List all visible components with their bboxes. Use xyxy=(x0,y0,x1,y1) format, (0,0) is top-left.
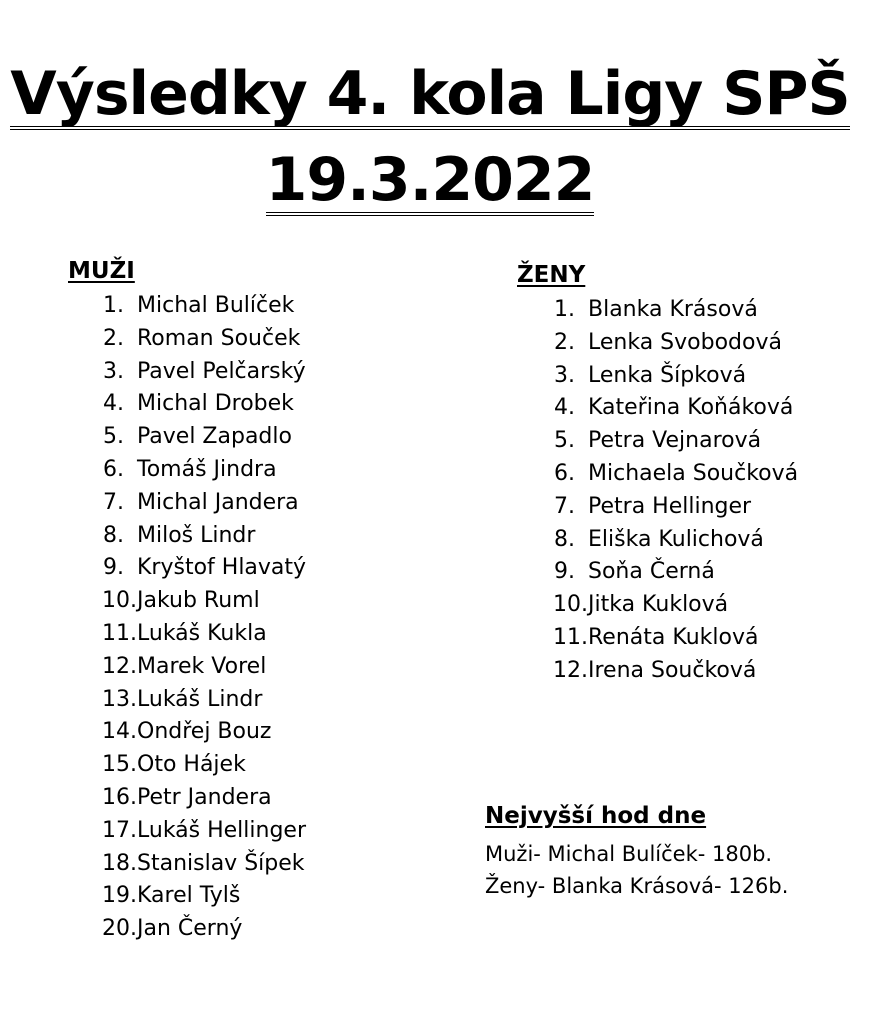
result-name: Jakub Ruml xyxy=(137,588,260,614)
result-rank: 20. xyxy=(102,916,137,942)
result-name: Irena Součková xyxy=(588,657,757,683)
result-name: Tomáš Jindra xyxy=(137,456,277,482)
result-row xyxy=(98,749,306,782)
result-rank: 19. xyxy=(102,883,137,909)
top-throw-women: Ženy- Blanka Krásová- 126b. xyxy=(485,874,789,898)
result-rank: 2. xyxy=(103,325,124,351)
result-name: Miloš Lindr xyxy=(137,522,256,548)
result-rank: 6. xyxy=(554,460,575,486)
result-row xyxy=(549,425,798,458)
result-name: Pavel Pelčarský xyxy=(137,358,306,384)
result-row xyxy=(549,392,798,425)
result-name: Michal Bulíček xyxy=(137,293,295,318)
result-rank: 8. xyxy=(554,526,575,552)
result-row xyxy=(549,294,798,327)
result-row xyxy=(98,454,306,487)
result-rank: 18. xyxy=(102,850,137,876)
result-rank: 9. xyxy=(554,559,575,585)
result-row xyxy=(98,848,306,881)
women-results-list xyxy=(549,294,798,688)
result-name: Pavel Zapadlo xyxy=(137,424,292,450)
result-row xyxy=(98,388,306,421)
result-rank: 1. xyxy=(103,293,124,318)
result-rank: 5. xyxy=(554,428,575,454)
result-row xyxy=(549,622,798,655)
result-name: Eliška Kulichová xyxy=(588,526,764,552)
result-row xyxy=(98,356,306,389)
result-name: Karel Tylš xyxy=(137,883,241,909)
result-row xyxy=(98,585,306,618)
result-row xyxy=(98,651,306,684)
result-rank: 9. xyxy=(103,555,124,581)
result-name: Roman Souček xyxy=(137,325,301,351)
result-row xyxy=(549,556,798,589)
result-rank: 3. xyxy=(554,362,575,388)
result-rank: 5. xyxy=(103,424,124,450)
result-name: Blanka Krásová xyxy=(588,297,758,322)
result-name: Stanislav Šípek xyxy=(137,850,305,876)
result-rank: 12. xyxy=(553,657,588,683)
result-name: Kryštof Hlavatý xyxy=(137,555,307,581)
result-row xyxy=(98,487,306,520)
result-row xyxy=(98,716,306,749)
result-rank: 4. xyxy=(103,391,124,417)
result-name: Petr Jandera xyxy=(137,784,272,810)
result-rank: 11. xyxy=(553,624,588,650)
result-name: Marek Vorel xyxy=(137,653,267,679)
result-name: Ondřej Bouz xyxy=(137,719,272,745)
result-name: Michaela Součková xyxy=(588,460,799,486)
men-results-list xyxy=(98,290,306,946)
top-throw-heading: Nejvyšší hod dne xyxy=(485,803,707,829)
result-name: Renáta Kuklová xyxy=(588,624,759,650)
result-row xyxy=(549,655,798,688)
result-rank: 11. xyxy=(102,620,137,646)
result-row xyxy=(549,360,798,393)
result-rank: 6. xyxy=(103,456,124,482)
result-row xyxy=(549,491,798,524)
result-row xyxy=(549,458,798,491)
result-row xyxy=(98,782,306,815)
women-heading: ŽENY xyxy=(517,262,586,288)
result-rank: 16. xyxy=(102,784,137,810)
result-rank: 10. xyxy=(553,592,588,618)
result-rank: 8. xyxy=(103,522,124,548)
result-name: Kateřina Koňáková xyxy=(588,395,794,421)
result-rank: 3. xyxy=(103,358,124,384)
result-name: Lukáš Lindr xyxy=(137,686,263,712)
top-throw-men: Muži- Michal Bulíček- 180b. xyxy=(485,842,773,866)
result-rank: 13. xyxy=(102,686,137,712)
result-row xyxy=(98,618,306,651)
result-rank: 14. xyxy=(102,719,137,745)
result-name: Lenka Svobodová xyxy=(588,329,782,355)
result-rank: 4. xyxy=(554,395,575,421)
event-date xyxy=(0,145,860,216)
result-row xyxy=(549,327,798,360)
result-row xyxy=(549,524,798,557)
men-heading: MUŽI xyxy=(68,258,135,284)
result-rank: 7. xyxy=(103,489,124,515)
result-row xyxy=(98,421,306,454)
result-name: Jitka Kuklová xyxy=(588,592,729,618)
result-rank: 1. xyxy=(554,297,575,322)
result-row xyxy=(98,815,306,848)
result-name: Lenka Šípková xyxy=(588,362,747,388)
result-row xyxy=(98,880,306,913)
page-title-text: Výsledky 4. kola Ligy SPŠ xyxy=(10,59,850,129)
page-title xyxy=(0,59,860,130)
result-rank: 7. xyxy=(554,493,575,519)
result-rank: 10. xyxy=(102,588,137,614)
result-row xyxy=(98,323,306,356)
result-name: Michal Drobek xyxy=(137,391,294,417)
result-rank: 2. xyxy=(554,329,575,355)
result-rank: 15. xyxy=(102,752,137,778)
result-row xyxy=(98,913,306,946)
result-row xyxy=(98,684,306,717)
result-row xyxy=(549,589,798,622)
result-name: Petra Hellinger xyxy=(588,493,752,519)
event-date-text: 19.3.2022 xyxy=(265,145,595,215)
result-name: Soňa Černá xyxy=(588,559,715,585)
result-name: Jan Černý xyxy=(137,916,243,942)
result-name: Oto Hájek xyxy=(137,752,246,778)
result-rank: 17. xyxy=(102,817,137,843)
result-row xyxy=(98,520,306,553)
result-name: Michal Jandera xyxy=(137,489,299,515)
result-name: Lukáš Kukla xyxy=(137,620,267,646)
result-name: Petra Vejnarová xyxy=(588,428,762,454)
result-row xyxy=(98,552,306,585)
result-row xyxy=(98,290,306,323)
result-name: Lukáš Hellinger xyxy=(137,817,307,843)
result-rank: 12. xyxy=(102,653,137,679)
